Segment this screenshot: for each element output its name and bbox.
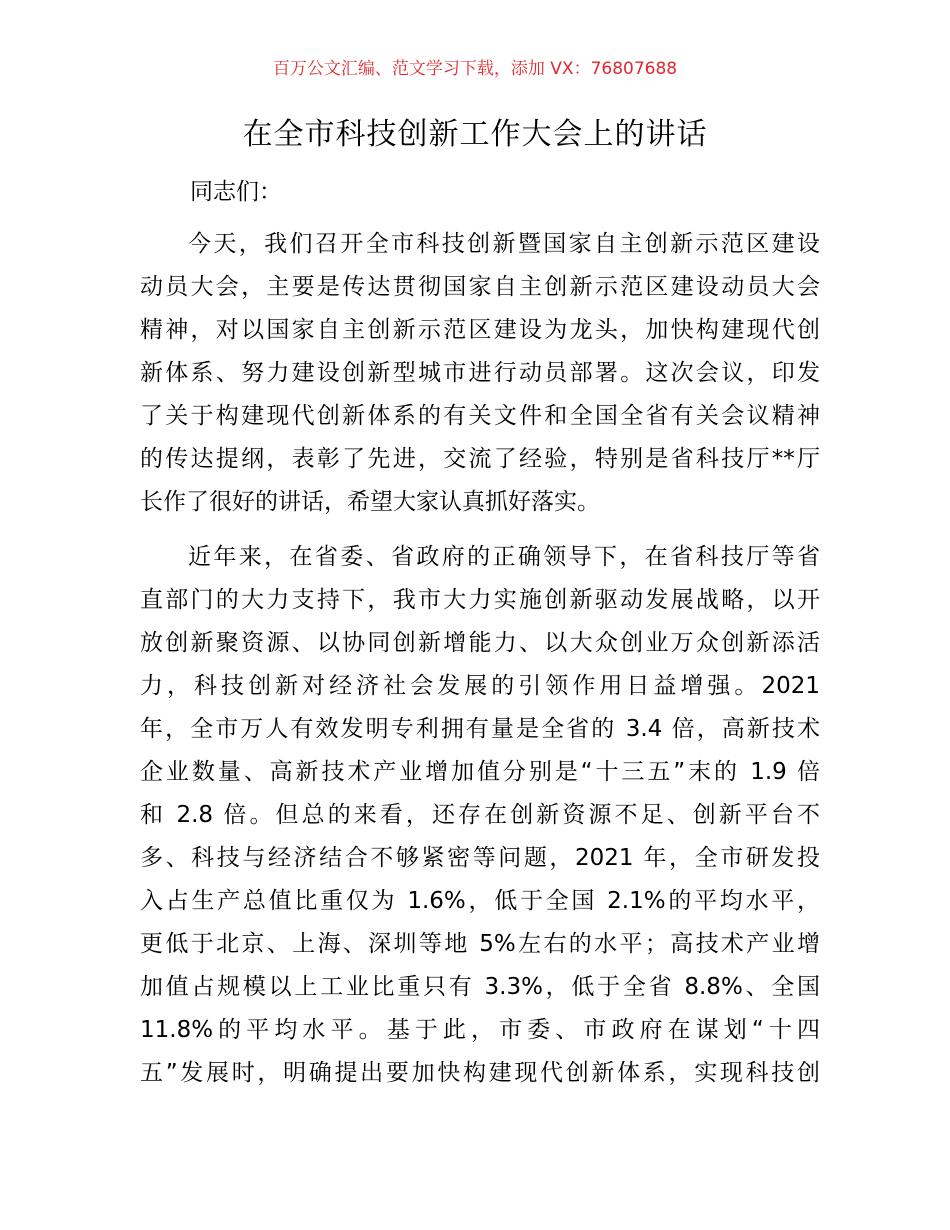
text-line: 企业数量、高新技术产业增加值分别是“十三五”末的 1.9 倍 (140, 759, 820, 785)
text-line (140, 1095, 820, 1138)
text-line: 年，全市万人有效发明专利拥有量是全省的 3.4 倍，高新技术 (140, 716, 820, 742)
text-line: 动员大会，主要是传达贯彻国家自主创新示范区建设动员大会 (140, 274, 820, 300)
text-line: 放创新聚资源、以协同创新增能力、以大众创业万众创新添活 (140, 630, 820, 656)
text-line: 今天，我们召开全市科技创新暨国家自主创新示范区建设 (188, 231, 820, 257)
text-line: 近年来，在省委、省政府的正确领导下，在省科技厅等省 (188, 544, 820, 570)
text-line: 和 2.8 倍。但总的来看，还存在创新资源不足、创新平台不 (140, 802, 820, 828)
text-line: 的传达提纲，表彰了先进，交流了经验，特别是省科技厅**厅 (140, 446, 820, 472)
text-line: 11.8%的平均水平。基于此，市委、市政府在谋划“十四 (140, 1017, 820, 1043)
salutation: 同志们： (190, 179, 282, 205)
paragraph-2 (140, 536, 820, 1138)
text-line: 力，科技创新对经济社会发展的引领作用日益增强。2021 (140, 673, 820, 699)
document-title: 在全市科技创新工作大会上的讲话 (242, 117, 708, 152)
text-line: 多、科技与经济结合不够紧密等问题，2021 年，全市研发投 (140, 845, 820, 871)
header-banner: 百万公文汇编、范文学习下载，添加 VX：76807688 (272, 59, 678, 79)
text-line: 入占生产总值比重仅为 1.6%，低于全国 2.1%的平均水平， (140, 888, 820, 914)
text-line: 五”发展时，明确提出要加快构建现代创新体系，实现科技创 (140, 1060, 820, 1086)
text-line: 更低于北京、上海、深圳等地 5%左右的水平；高技术产业增 (140, 931, 820, 957)
text-line: 加值占规模以上工业比重只有 3.3%，低于全省 8.8%、全国 (140, 974, 820, 1000)
text-line: 了关于构建现代创新体系的有关文件和全国全省有关会议精神 (140, 403, 820, 429)
text-line: 长作了很好的讲话，希望大家认真抓好落实。 (140, 489, 600, 515)
paragraph-1 (140, 223, 820, 524)
text-line: 直部门的大力支持下，我市大力实施创新驱动发展战略，以开 (140, 587, 820, 613)
text-line: 新体系、努力建设创新型城市进行动员部署。这次会议，印发 (140, 360, 820, 386)
text-line: 精神，对以国家自主创新示范区建设为龙头，加快构建现代创 (140, 317, 820, 343)
